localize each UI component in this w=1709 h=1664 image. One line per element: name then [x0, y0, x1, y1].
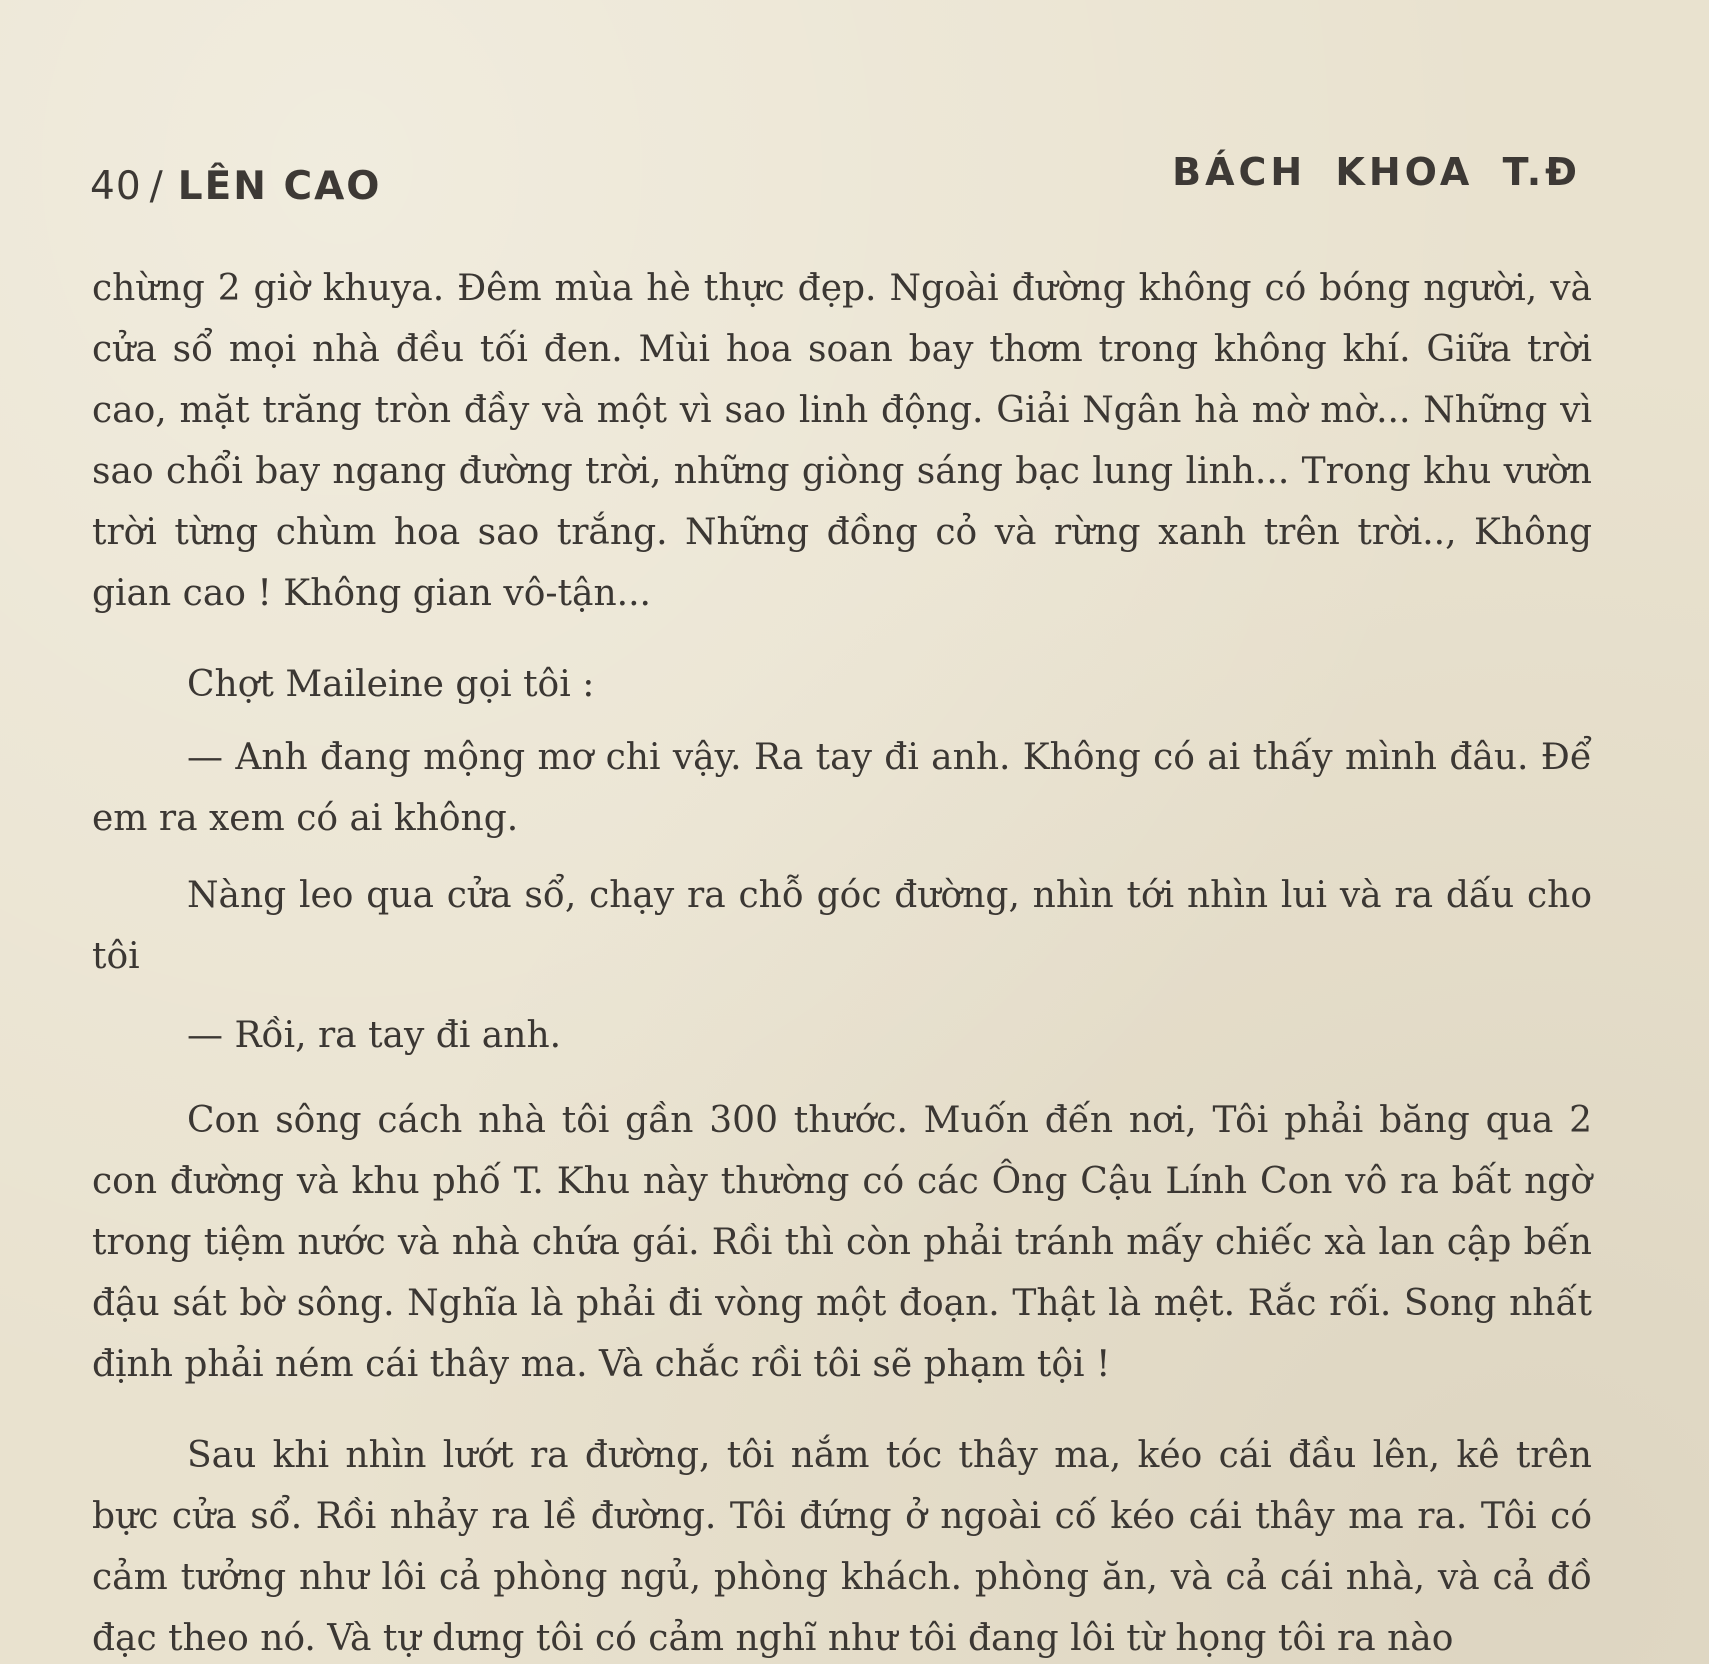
- header-separator: /: [149, 164, 164, 209]
- paragraph-dragging-body: Sau khi nhìn lướt ra đường, tôi nắm tóc thây ma, kéo cái đầu lên, kê trên bực cửa sổ. Rồi nhảy ra lề đường. Tôi đứng ở ngoài cố kéo cái thây ma ra. Tôi có cảm tưởng như lôi cả phòng ngủ, phòng khách. phòng ăn, và cả cái nhà, và cả đồ đạc theo nó. Và tự dưng tôi có cảm nghĩ như tôi đang lôi từ họng tôi ra nào: [92, 1435, 1592, 1659]
- paragraph-dialogue-2: — Rồi, ra tay đi anh.: [187, 1015, 562, 1056]
- paragraph-dialogue-1: — Anh đang mộng mơ chi vậy. Ra tay đi anh. Không có ai thấy mình đâu. Để em ra xem có ai không.: [92, 737, 1592, 839]
- paragraph-maileine-calls: Chợt Maileine gọi tôi :: [187, 664, 595, 705]
- header-left: [90, 164, 381, 209]
- running-header: [90, 150, 1581, 210]
- paragraph-river: Con sông cách nhà tôi gần 300 thước. Muốn đến nơi, Tôi phải băng qua 2 con đường và khu phố T. Khu này thường có các Ông Cậu Lính Con vô ra bất ngờ trong tiệm nước và nhà chứa gái. Rồi thì còn phải tránh mấy chiếc xà lan cập bến đậu sát bờ sông. Nghĩa là phải đi vòng một đoạn. Thật là mệt. Rắc rối. Song nhất định phải ném cái thây ma. Và chắc rồi tôi sẽ phạm tội !: [92, 1100, 1592, 1385]
- paragraph-window-climb: Nàng leo qua cửa sổ, chạy ra chỗ góc đường, nhìn tới nhìn lui và ra dấu cho tôi: [92, 875, 1592, 977]
- book-title: LÊN CAO: [177, 164, 382, 209]
- body-text: [92, 258, 1592, 1664]
- publisher-name: BÁCH KHOA T.Đ: [1172, 150, 1581, 194]
- page-number: 40: [90, 164, 142, 209]
- paragraph-night-description: chừng 2 giờ khuya. Đêm mùa hè thực đẹp. Ngoài đường không có bóng người, và cửa sổ mọi nhà đều tối đen. Mùi hoa soan bay thơm trong không khí. Giữa trời cao, mặt trăng tròn đầy và một vì sao linh động. Giải Ngân hà mờ mờ... Những vì sao chổi bay ngang đường trời, những giòng sáng bạc lung linh... Trong khu vườn trời từng chùm hoa sao trắng. Những đồng cỏ và rừng xanh trên trời.., Không gian cao ! Không gian vô-tận...: [92, 268, 1592, 614]
